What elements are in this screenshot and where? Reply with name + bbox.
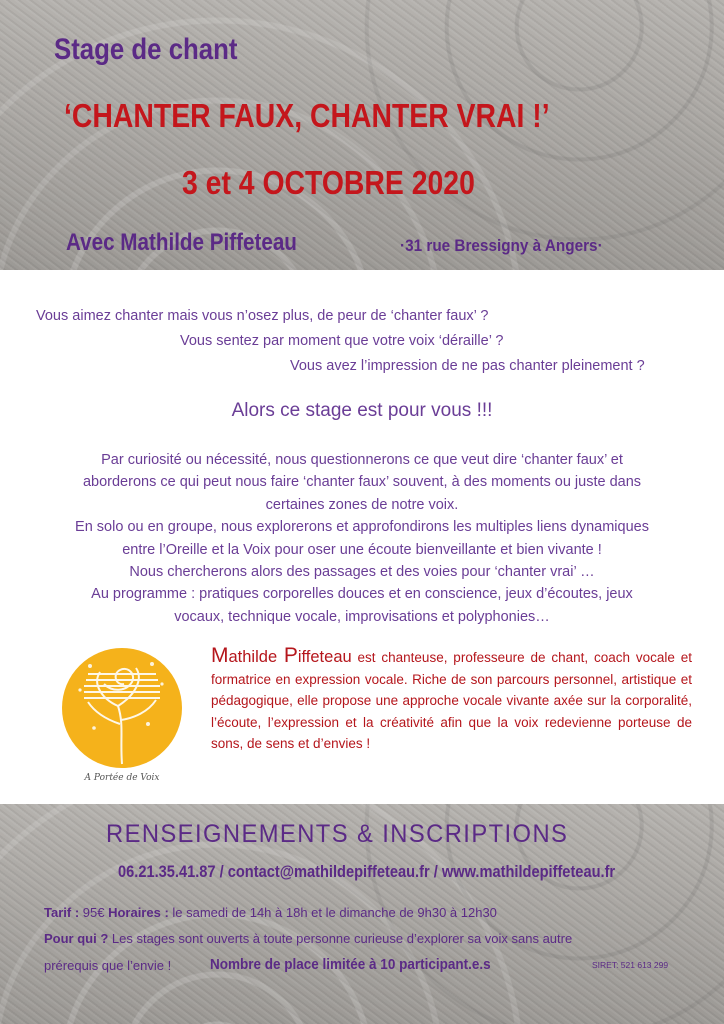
tagline: Alors ce stage est pour vous !!! <box>231 400 493 421</box>
question-2: Vous sentez par moment que votre voix ‘déraille’ ? <box>180 333 504 349</box>
description-line: aborderons ce qui peut nous faire ‘chanter faux’ souvent, à des moments ou juste dans <box>82 474 642 491</box>
registration-heading: RENSEIGNEMENTS & INSCRIPTIONS <box>106 820 569 848</box>
question-3: Vous avez l’impression de ne pas chanter pleinement ? <box>290 358 645 374</box>
places-limit: Nombre de place limitée à 10 participant.e.s <box>210 956 491 973</box>
prerequisite-line: prérequis que l’envie ! <box>44 958 172 973</box>
description-line: En solo ou en groupe, nous explorerons et approfondirons les multiples liens dynamiques <box>75 519 649 536</box>
event-title: ‘CHANTER FAUX, CHANTER VRAI !’ <box>64 97 550 134</box>
description-line: Nous chercherons alors des passages et des voies pour ‘chanter vrai’ … <box>129 564 595 581</box>
event-address: ·31 rue Bressigny à Angers· <box>400 236 603 255</box>
description-line: entre l’Oreille et la Voix pour oser une écoute bienveillante et bien vivante ! <box>122 541 602 558</box>
description-line: vocaux, technique vocale, improvisations et polyphonies… <box>174 608 550 625</box>
bio-name: Mathilde Piffeteau <box>211 644 352 667</box>
audience-line: Pour qui ? Les stages sont ouverts à toute personne curieuse d’explorer sa voix sans autre <box>44 931 573 946</box>
bio-text: est chanteuse, professeure de chant, coach vocale et formatrice en expression vocale. Riche de son parcours personnel, artistique et pédagogique, elle propose une approche vocale vivante axée sur la corporalité, l’écoute, l’expression et la créativité afin que la voix redevienne porteuse de sons, de sens et d’envies ! <box>211 650 692 751</box>
description-line: certaines zones de notre voix. <box>265 496 459 513</box>
stage-heading: Stage de chant <box>54 33 238 66</box>
a-portee-de-voix-logo <box>52 644 192 784</box>
logo-caption: A Portée de Voix <box>84 773 160 783</box>
siret-number: SIRET: 521 613 299 <box>592 960 669 970</box>
description-paragraph <box>20 449 704 628</box>
description-line: Au programme : pratiques corporelles douces et en conscience, jeux d’écoutes, jeux <box>91 586 633 603</box>
event-date: 3 et 4 OCTOBRE 2020 <box>182 164 475 201</box>
question-1: Vous aimez chanter mais vous n’osez plus, de peur de ‘chanter faux’ ? <box>36 308 489 324</box>
teacher-line: Avec Mathilde Piffeteau <box>66 229 297 256</box>
tarif-line: Tarif : 95€ Horaires : le samedi de 14h à 18h et le dimanche de 9h30 à 12h30 <box>44 905 497 920</box>
teacher-bio <box>211 645 692 755</box>
description-line: Par curiosité ou nécessité, nous questionnerons ce que veut dire ‘chanter faux’ et <box>101 452 623 468</box>
contact-line: 06.21.35.41.87 / contact@mathildepiffeteau.fr / www.mathildepiffeteau.fr <box>118 862 616 881</box>
